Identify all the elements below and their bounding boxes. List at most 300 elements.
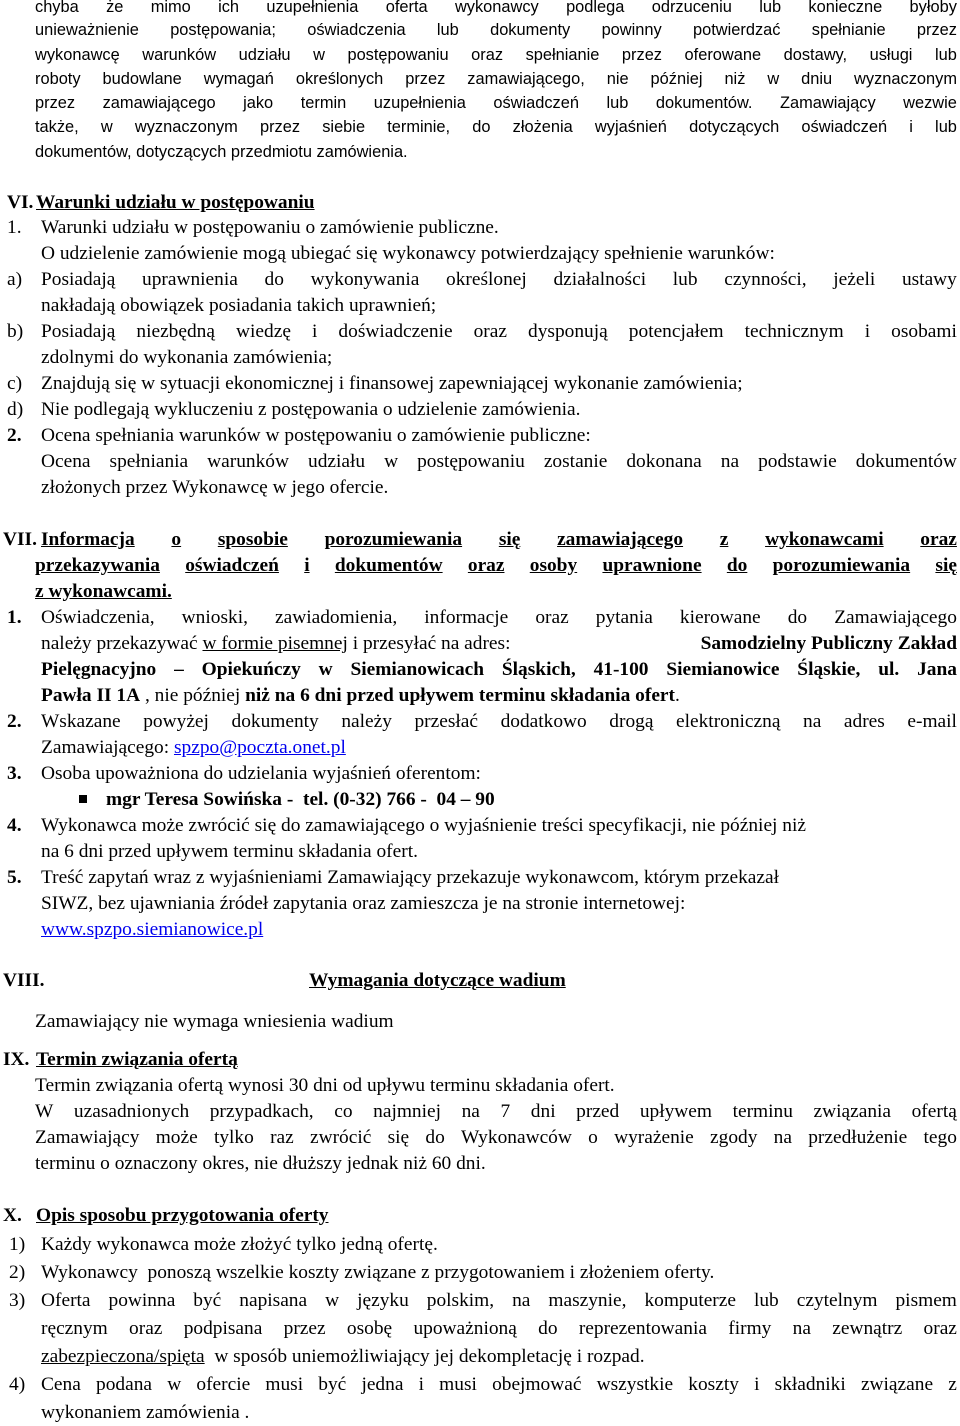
- word: siebie: [322, 118, 366, 136]
- intro-line-4: [35, 68, 957, 91]
- word: powyżej: [143, 711, 209, 732]
- s6-b-label: b): [7, 321, 24, 342]
- word: ustawy: [901, 269, 957, 290]
- word: Wykonawców: [461, 1127, 572, 1148]
- square-bullet-icon: [79, 795, 87, 803]
- word: postępowania;: [170, 21, 276, 39]
- s7-p5-line-1: Treść zapytań wraz z wyjaśnieniami Zamawiający przekazuje wykonawcom, którym przekazał: [41, 867, 779, 888]
- word: do: [538, 1318, 558, 1339]
- word: także,: [35, 118, 79, 136]
- s7-p2-line-1: [41, 709, 957, 735]
- word: konieczne: [808, 0, 883, 16]
- word: oświadczeń: [493, 94, 579, 112]
- word: Śląskie,: [797, 659, 861, 680]
- word: być: [193, 1290, 222, 1311]
- s6-p1-lead: O udzielenie zamówienie mogą ubiegać się wykonawcy potwierdzający spełnienie warunków:: [41, 243, 775, 264]
- word: chyba: [35, 0, 79, 16]
- word: lub: [934, 46, 957, 64]
- word: później: [650, 70, 703, 88]
- word: oraz: [923, 1318, 957, 1339]
- word: zwrócić: [309, 1127, 372, 1148]
- s6-b-line-2: zdolnymi do wykonania zamówienia;: [41, 347, 333, 368]
- word: obejmować: [492, 1374, 582, 1395]
- s6-a-label: a): [7, 269, 23, 290]
- word: terminu: [732, 1101, 793, 1122]
- word: potwierdzać: [693, 21, 781, 39]
- word: lub: [436, 21, 459, 39]
- word: oferowane: [684, 46, 762, 64]
- word: z: [948, 1374, 957, 1395]
- word: dokonana: [626, 451, 702, 472]
- s6-d-label: d): [7, 399, 24, 420]
- word: składniki: [774, 1374, 846, 1395]
- word: Cena: [41, 1374, 81, 1395]
- word: ręcznym: [41, 1318, 108, 1339]
- word: przez: [35, 94, 76, 112]
- section-6-number: VI.: [7, 192, 34, 213]
- word: kierowane: [679, 607, 761, 628]
- word: Śląskich,: [501, 659, 576, 680]
- intro-line-1: [35, 0, 957, 19]
- s7-p1-l4-bold-2: niż na 6 dni przed upływem terminu składania ofert: [245, 685, 675, 706]
- word: uprawnienia: [142, 269, 238, 290]
- s10-item-1: Każdy wykonawca może złożyć tylko jedną ofertę.: [41, 1234, 438, 1255]
- word: zamawiającego: [557, 529, 684, 550]
- s7-p2-number: 2.: [7, 711, 22, 732]
- word: przypadkach,: [209, 1101, 314, 1122]
- s7-p1-line-1: [41, 605, 957, 631]
- word: przez: [283, 1318, 326, 1339]
- word: podpisana: [183, 1318, 263, 1339]
- word: –: [174, 659, 184, 680]
- word: uprawnione: [602, 555, 702, 576]
- word: terminie,: [387, 118, 451, 136]
- s7-p3-number: 3.: [7, 763, 22, 784]
- word: oraz: [467, 555, 505, 576]
- section-9-number: IX.: [3, 1049, 30, 1070]
- word: dokumentów: [334, 555, 443, 576]
- s6-d-text: Nie podlegają wykluczeniu z postępowania o udzielenie zamówienia.: [41, 399, 581, 420]
- s7-p4-line-1: Wykonawca może zwrócić się do zamawiającego o wyjaśnienie treści specyfikacji, nie później niż: [41, 815, 806, 836]
- s7-p3-text: Osoba upoważniona do udzielania wyjaśnień oferentom:: [41, 763, 481, 784]
- word: upływem: [639, 1101, 712, 1122]
- word: na: [803, 711, 822, 732]
- word: jedna: [361, 1374, 404, 1395]
- word: pismem: [895, 1290, 957, 1311]
- word: pytania: [595, 607, 653, 628]
- word: najmniej: [373, 1101, 441, 1122]
- word: i: [864, 321, 871, 342]
- word: wszystkie: [596, 1374, 674, 1395]
- word: uzupełnienia: [266, 0, 359, 16]
- word: wykonywania: [310, 269, 420, 290]
- s6-p2-line-1: [41, 449, 957, 475]
- word: Informacja: [41, 529, 135, 550]
- word: w: [384, 451, 399, 472]
- word: przez: [405, 70, 446, 88]
- word: na: [512, 1290, 531, 1311]
- word: z: [719, 529, 729, 550]
- word: zgody: [710, 1127, 758, 1148]
- section-9-title: Termin związania ofertą: [36, 1049, 238, 1070]
- word: Siemianowice: [666, 659, 780, 680]
- word: związania: [813, 1101, 892, 1122]
- word: do: [726, 555, 748, 576]
- word: do: [787, 607, 808, 628]
- word: Siemianowicach: [350, 659, 485, 680]
- s9-line-1: Termin związania ofertą wynosi 30 dni od upływu terminu składania ofert.: [35, 1075, 615, 1096]
- word: oraz: [920, 529, 957, 550]
- word: mimo: [150, 0, 191, 16]
- word: wykonawcami: [765, 529, 884, 550]
- word: zamawiającego: [102, 94, 216, 112]
- word: komputerze: [644, 1290, 736, 1311]
- s8-text: Zamawiający nie wymaga wniesienia wadium: [35, 1011, 394, 1032]
- s6-p1-title: Warunki udziału w postępowaniu o zamówienie publiczne.: [41, 217, 499, 238]
- word: wezwie: [903, 94, 957, 112]
- word: firmy: [728, 1318, 772, 1339]
- word: budowlane: [102, 70, 182, 88]
- section-7-title-line-2: [35, 553, 957, 579]
- word: osoby: [529, 555, 578, 576]
- word: do: [425, 1127, 445, 1148]
- word: spełnianie: [525, 46, 600, 64]
- word: dokumentów.: [655, 94, 753, 112]
- s6-a-line-1: [41, 267, 957, 293]
- s10-item-2: Wykonawcy ponoszą wszelkie koszty związane z przygotowaniem i złożeniem oferty.: [41, 1262, 715, 1283]
- word: postępowaniu: [417, 451, 525, 472]
- word: na: [792, 1318, 811, 1339]
- word: przekazywania: [35, 555, 160, 576]
- word: dokumentów: [855, 451, 957, 472]
- intro-line-5: [35, 92, 957, 115]
- section-8-number: VIII.: [3, 970, 45, 991]
- s7-p1-l4-end: .: [675, 685, 680, 706]
- word: przesłać: [414, 711, 478, 732]
- section-10-title: Opis sposobu przygotowania oferty: [36, 1205, 329, 1226]
- s7-p4-number: 4.: [7, 815, 22, 836]
- section-7-title-line-3: z wykonawcami.: [35, 581, 172, 602]
- word: o: [171, 529, 182, 550]
- word: jako: [243, 94, 274, 112]
- word: musi: [439, 1374, 477, 1395]
- word: że: [106, 0, 124, 16]
- word: czytelnym: [796, 1290, 878, 1311]
- word: ul.: [878, 659, 900, 680]
- word: przedłużenie: [808, 1127, 908, 1148]
- word: lub: [753, 1290, 779, 1311]
- word: się: [498, 529, 521, 550]
- s7-p2-l2-a: Zamawiającego:: [41, 737, 174, 758]
- word: złożenia: [512, 118, 573, 136]
- word: napisana: [239, 1290, 308, 1311]
- word: niezbędną: [136, 321, 215, 342]
- word: się: [387, 1127, 410, 1148]
- word: termin: [300, 94, 347, 112]
- intro-line-3: [35, 44, 957, 67]
- word: postępowaniu: [347, 46, 449, 64]
- word: usługi: [869, 46, 913, 64]
- s10-item-3-line-3: [41, 1344, 645, 1370]
- s7-p1-l2-a: należy przekazywać: [41, 633, 203, 654]
- word: powinna: [108, 1290, 176, 1311]
- word: adres: [843, 711, 885, 732]
- word: zostanie: [543, 451, 608, 472]
- word: w: [767, 70, 780, 88]
- s7-p1-number: 1.: [7, 607, 22, 628]
- word: potencjałem: [628, 321, 724, 342]
- word: w: [325, 1290, 340, 1311]
- s9-line-3: [35, 1125, 957, 1151]
- word: reprezentowania: [578, 1318, 707, 1339]
- word: wyznaczonym: [134, 118, 238, 136]
- word: wykonawcę: [35, 46, 120, 64]
- word: zamawiającego,: [467, 70, 585, 88]
- word: e-mail: [907, 711, 957, 732]
- word: co: [334, 1101, 353, 1122]
- s6-p2-title: Ocena spełniania warunków w postępowaniu o zamówienie publiczne:: [41, 425, 591, 446]
- word: i: [754, 1374, 760, 1395]
- word: się: [935, 555, 957, 576]
- word: wykonawcy: [454, 0, 539, 16]
- s6-c-text: Znajdują się w sytuacji ekonomicznej i finansowej zapewniającej wykonanie zamówienia;: [41, 373, 743, 394]
- s6-p1-number: 1.: [7, 217, 22, 238]
- word: doświadczenie: [338, 321, 453, 342]
- intro-line-2: [35, 19, 957, 42]
- word: dostawy,: [783, 46, 848, 64]
- word: Opiekuńczy: [201, 659, 301, 680]
- word: porozumiewania: [324, 529, 463, 550]
- word: Zamawiający: [780, 94, 876, 112]
- word: oświadczenia: [307, 21, 406, 39]
- s10-item-3-number: 3): [9, 1290, 26, 1311]
- s6-b-line-1: [41, 319, 957, 345]
- s7-p3-contact-person: mgr Teresa Sowińska - tel. (0-32) 766 - 04 – 90: [106, 789, 495, 810]
- word: odrzuceniu: [651, 0, 732, 16]
- word: maszynie,: [548, 1290, 627, 1311]
- word: Posiadają: [41, 269, 116, 290]
- word: być: [318, 1374, 347, 1395]
- word: Oświadczenia,: [41, 607, 155, 628]
- intro-line-7: dokumentów, dotyczących przedmiotu zamówienia.: [35, 143, 408, 161]
- word: 41-100: [593, 659, 649, 680]
- word: Wskazane: [41, 711, 121, 732]
- word: Oferta: [41, 1290, 91, 1311]
- word: 7: [500, 1101, 511, 1122]
- word: lub: [759, 0, 782, 16]
- s10-item-3-line-1: [41, 1288, 957, 1314]
- word: należy: [341, 711, 392, 732]
- word: warunków: [142, 46, 217, 64]
- word: oferta: [385, 0, 428, 16]
- word: roboty: [35, 70, 81, 88]
- word: w: [318, 659, 333, 680]
- s7-p1-line-3: [41, 657, 957, 683]
- s6-c-label: c): [7, 373, 23, 394]
- word: oraz: [535, 607, 569, 628]
- word: oraz: [129, 1318, 163, 1339]
- word: dodatkowo: [500, 711, 587, 732]
- word: tego: [923, 1127, 957, 1148]
- word: przed: [576, 1101, 620, 1122]
- word: Ocena: [41, 451, 91, 472]
- word: podstawie: [758, 451, 837, 472]
- word: W: [35, 1101, 54, 1122]
- word: zewnątrz: [832, 1318, 903, 1339]
- word: czynności,: [724, 269, 807, 290]
- word: ofertą: [911, 1101, 957, 1122]
- word: oraz: [473, 321, 507, 342]
- word: tylko: [213, 1127, 254, 1148]
- section-7-title-line-1: [41, 527, 957, 553]
- s7-p5-number: 5.: [7, 867, 22, 888]
- word: i: [311, 321, 318, 342]
- s10-item-2-number: 2): [9, 1262, 26, 1283]
- word: podana: [96, 1374, 153, 1395]
- word: wymagań: [203, 70, 274, 88]
- word: warunków: [207, 451, 290, 472]
- word: określonej: [446, 269, 527, 290]
- word: działalności: [553, 269, 647, 290]
- word: spełnianie: [811, 21, 886, 39]
- word: upoważnioną: [413, 1318, 517, 1339]
- word: lub: [672, 269, 698, 290]
- s10-item-1-number: 1): [9, 1234, 26, 1255]
- s10-item-4-line-1: [41, 1372, 957, 1398]
- word: ich: [218, 0, 240, 16]
- s10-item-3-rest: w sposób uniemożliwiający jej dekompletację i rozpad.: [204, 1346, 645, 1367]
- word: musi: [265, 1374, 304, 1395]
- word: udziału: [308, 451, 366, 472]
- email-link[interactable]: spzpo@poczta.onet.pl: [173, 737, 346, 758]
- word: w: [167, 1374, 182, 1395]
- word: lub: [606, 94, 629, 112]
- word: osobami: [891, 321, 957, 342]
- s10-item-4-line-2: wykonaniem zamówienia .: [41, 1402, 250, 1423]
- word: oraz: [471, 46, 504, 64]
- word: porozumiewania: [772, 555, 911, 576]
- word: języku: [357, 1290, 409, 1311]
- word: Posiadają: [41, 321, 116, 342]
- word: udziału: [238, 46, 291, 64]
- word: elektroniczną: [676, 711, 781, 732]
- word: podlega: [566, 0, 625, 16]
- word: uzupełnienia: [373, 94, 466, 112]
- word: związane: [860, 1374, 934, 1395]
- word: byłoby: [909, 0, 957, 16]
- word: w: [313, 46, 325, 64]
- s6-a-line-2: nakładają obowiązek posiadania takich uprawnień;: [41, 295, 437, 316]
- s7-p4-line-2: na 6 dni przed upływem terminu składania ofert.: [41, 841, 418, 862]
- word: wyznaczonym: [854, 70, 957, 88]
- word: określonych: [295, 70, 384, 88]
- word: Zamawiającego: [834, 607, 957, 628]
- word: dni: [530, 1101, 556, 1122]
- intro-line-6: [35, 116, 957, 139]
- s9-line-2: [35, 1099, 957, 1125]
- word: o: [588, 1127, 598, 1148]
- s7-p2-line-2: [41, 735, 346, 761]
- word: oświadczeń: [185, 555, 279, 576]
- word: Jana: [917, 659, 957, 680]
- word: koszty: [688, 1374, 739, 1395]
- word: w: [100, 118, 113, 136]
- word: wiedzę: [236, 321, 291, 342]
- s7-p1-l2-address: Samodzielny Publiczny Zakład: [700, 633, 957, 654]
- word: dokumenty: [490, 21, 571, 39]
- section-7-number: VII.: [3, 529, 37, 550]
- word: informacje: [424, 607, 509, 628]
- word: wyjaśnień: [594, 118, 667, 136]
- section-10-number: X.: [3, 1205, 22, 1226]
- word: do: [472, 118, 491, 136]
- s7-p1-line-4: [41, 683, 680, 709]
- s7-p1-line-2: [41, 631, 957, 657]
- s10-item-3-secured: zabezpieczona/spięta: [41, 1346, 205, 1367]
- word: na: [720, 451, 740, 472]
- word: Pielęgnacyjno: [41, 659, 157, 680]
- word: wyrażenie: [614, 1127, 694, 1148]
- section-6-title: Warunki udziału w postępowaniu: [36, 192, 315, 213]
- word: spełniania: [109, 451, 189, 472]
- word: i: [909, 118, 913, 136]
- word: Zamawiający: [35, 1127, 140, 1148]
- word: przez: [916, 21, 957, 39]
- word: dysponują: [528, 321, 608, 342]
- word: oświadczeń: [801, 118, 888, 136]
- word: i: [304, 555, 310, 576]
- s10-item-3-line-2: [41, 1316, 957, 1342]
- s7-p1-l2-written-form: w formie pisemnej: [202, 633, 348, 654]
- word: lub: [935, 118, 957, 136]
- s7-p1-l2-b: i przesyłać na adres:: [347, 633, 516, 654]
- word: nie: [606, 70, 629, 88]
- word: na: [773, 1127, 792, 1148]
- word: jeżeli: [833, 269, 876, 290]
- word: osobę: [346, 1318, 393, 1339]
- s7-p1-l4-mid: , nie później: [140, 685, 246, 706]
- word: raz: [270, 1127, 294, 1148]
- word: dniu: [801, 70, 833, 88]
- word: i: [418, 1374, 424, 1395]
- word: niż: [724, 70, 746, 88]
- word: dokumenty: [231, 711, 319, 732]
- word: do: [264, 269, 284, 290]
- word: sposobie: [217, 529, 288, 550]
- word: technicznym: [744, 321, 844, 342]
- s7-p1-l4-bold-1: Pawła II 1A: [41, 685, 141, 706]
- section-8-title: Wymagania dotyczące wadium: [309, 970, 566, 991]
- s7-p5-line-2: SIWZ, bez ujawniania źródeł zapytania oraz zamieszcza je na stronie internetowej:: [41, 893, 686, 914]
- word: powinny: [601, 21, 662, 39]
- word: dotyczących: [689, 118, 780, 136]
- word: wnioski,: [181, 607, 248, 628]
- word: drogą: [609, 711, 654, 732]
- s6-p2-number: 2.: [7, 425, 22, 446]
- s10-item-4-number: 4): [9, 1374, 26, 1395]
- website-link[interactable]: www.spzpo.siemianowice.pl: [41, 919, 264, 940]
- word: ofercie: [196, 1374, 251, 1395]
- word: przez: [259, 118, 301, 136]
- word: na: [461, 1101, 480, 1122]
- word: unieważnienie: [35, 21, 139, 39]
- word: zawiadomienia,: [275, 607, 398, 628]
- word: przez: [621, 46, 663, 64]
- s6-p2-line-2: złożonych przez Wykonawcę w jego ofercie.: [41, 477, 389, 498]
- word: może: [155, 1127, 198, 1148]
- word: uzasadnionych: [73, 1101, 190, 1122]
- s9-line-4: terminu o oznaczony okres, nie dłuższy jednak niż 60 dni.: [35, 1153, 486, 1174]
